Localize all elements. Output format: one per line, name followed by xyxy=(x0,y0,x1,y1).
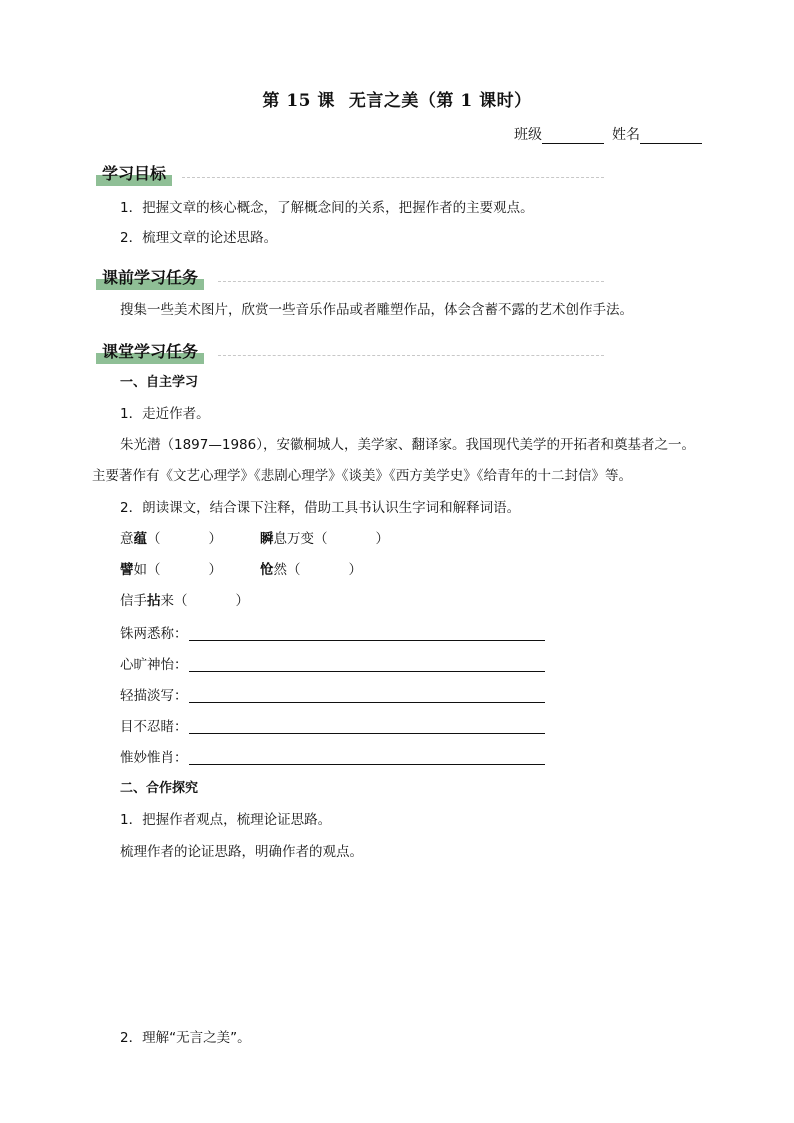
vocab-text: ） xyxy=(208,531,222,547)
vocab-text: 然（ xyxy=(273,562,301,578)
class-blank[interactable] xyxy=(542,129,604,144)
vocab-key-char: 瞬 xyxy=(260,531,274,547)
vocab-key-char: 怆 xyxy=(260,562,274,578)
section-goals-title: 学习目标 xyxy=(102,164,167,183)
vocab-text: 来（ xyxy=(160,593,188,609)
vocab-key-char: 蕴 xyxy=(133,531,147,547)
name-label: 姓名 xyxy=(612,127,640,143)
goal-item-2: 2．梳理文章的论述思路。 xyxy=(120,230,278,246)
vocab-text: 如（ xyxy=(133,562,161,578)
section-goals-header xyxy=(96,162,604,188)
part2-heading: 二、合作探究 xyxy=(120,781,199,796)
vocab-item xyxy=(120,529,222,549)
vocab-item xyxy=(260,560,362,580)
explain-answer-line[interactable] xyxy=(189,764,545,765)
explain-answer-line[interactable] xyxy=(189,702,545,703)
section-divider xyxy=(182,177,604,178)
section-highlight xyxy=(96,266,204,290)
class-name-line xyxy=(514,124,702,144)
section-divider xyxy=(218,355,604,356)
class-label: 班级 xyxy=(514,127,542,143)
coop-item-2: 2．理解“无言之美”。 xyxy=(120,1030,251,1046)
author-line-1: 朱光潜（1897—1986），安徽桐城人，美学家、翻译家。我国现代美学的开拓者和奠基者之一。 xyxy=(120,437,695,453)
section-highlight xyxy=(96,162,172,186)
section-pre-title: 课前学习任务 xyxy=(102,268,199,287)
section-divider xyxy=(218,281,604,282)
vocab-text: ） xyxy=(208,562,222,578)
explain-term: 目不忍睹： xyxy=(120,719,188,735)
explain-term: 铢两悉称： xyxy=(120,626,188,642)
title-lesson: 第 15 课 xyxy=(262,91,335,111)
vocab-text: ） xyxy=(348,562,362,578)
vocab-key-char: 譬 xyxy=(120,562,134,578)
vocab-text: 息万变（ xyxy=(273,531,328,547)
explain-answer-line[interactable] xyxy=(189,671,545,672)
coop-item-1-sub: 梳理作者的论证思路，明确作者的观点。 xyxy=(120,844,363,860)
name-blank[interactable] xyxy=(640,129,702,144)
author-line-2: 主要著作有《文艺心理学》《悲剧心理学》《谈美》《西方美学史》《给青年的十二封信》等。 xyxy=(92,468,632,484)
vocab-item xyxy=(260,529,389,549)
title-main: 无言之美（第 1 课时） xyxy=(348,91,532,111)
vocab-key-char: 拈 xyxy=(147,593,161,609)
section-pre-header xyxy=(96,266,604,292)
vocab-text: （ xyxy=(147,531,161,547)
explain-answer-line[interactable] xyxy=(189,640,545,641)
explain-answer-line[interactable] xyxy=(189,733,545,734)
goal-item-1: 1．把握文章的核心概念，了解概念间的关系，把握作者的主要观点。 xyxy=(120,200,534,216)
page-title xyxy=(0,86,794,111)
coop-item-1: 1．把握作者观点，梳理论证思路。 xyxy=(120,812,332,828)
section-class-title: 课堂学习任务 xyxy=(102,342,199,361)
pre-task-text: 搜集一些美术图片，欣赏一些音乐作品或者雕塑作品，体会含蓄不露的艺术创作手法。 xyxy=(120,302,633,318)
explain-term: 心旷神怡： xyxy=(120,657,188,673)
vocab-text: ） xyxy=(235,593,249,609)
vocab-text: 意 xyxy=(120,531,134,547)
explain-term: 轻描淡写： xyxy=(120,688,188,704)
vocab-item xyxy=(120,560,222,580)
vocab-text: 信手 xyxy=(120,593,147,609)
part1-heading: 一、自主学习 xyxy=(120,375,199,390)
vocab-item xyxy=(120,591,249,611)
item1-heading: 1．走近作者。 xyxy=(120,406,210,422)
item2-heading: 2．朗读课文，结合课下注释，借助工具书认识生字词和解释词语。 xyxy=(120,500,521,516)
vocab-text: ） xyxy=(375,531,389,547)
section-highlight xyxy=(96,340,204,364)
section-class-header xyxy=(96,340,604,366)
explain-term: 惟妙惟肖： xyxy=(120,750,188,766)
